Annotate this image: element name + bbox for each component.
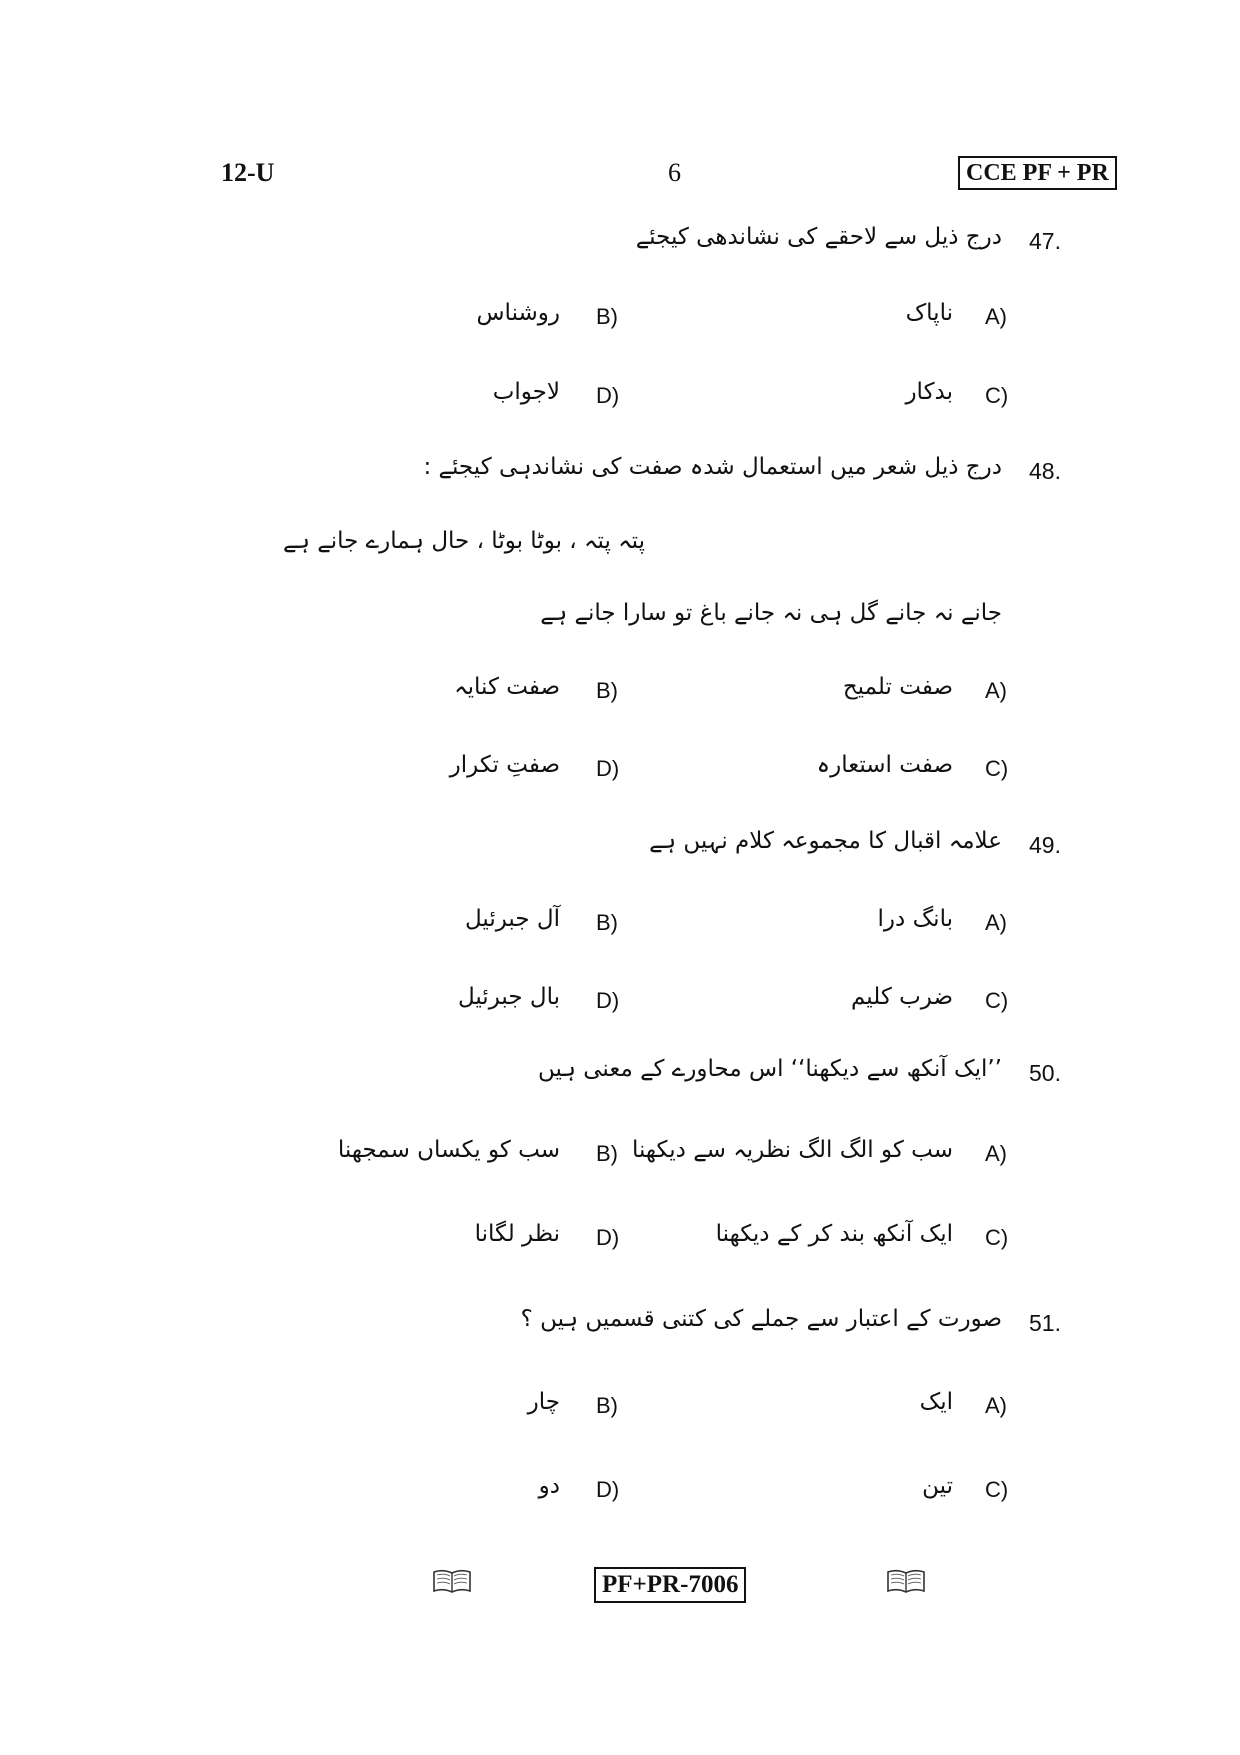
question-text: درج ذیل شعر میں استعمال شدہ صفت کی نشاندہی کیجئے : <box>423 454 1002 480</box>
option-text: ایک <box>919 1389 953 1415</box>
option-text: نظر لگانا <box>474 1221 560 1247</box>
question-number: 51. <box>1029 1310 1061 1336</box>
option-text: ناپاک <box>905 300 953 326</box>
option-text: سب کو یکساں سمجھنا <box>337 1137 560 1163</box>
question-text: صورت کے اعتبار سے جملے کی کتنی قسمیں ہیں ؟ <box>520 1306 1002 1332</box>
verse-line: جانے نہ جانے گل ہی نہ جانے باغ تو سارا جانے ہے <box>540 600 1002 626</box>
question-number: 50. <box>1029 1060 1061 1086</box>
option-text: روشناس <box>476 300 560 326</box>
option-letter: B) <box>596 1393 618 1418</box>
option-text: بانگ درا <box>877 906 953 932</box>
open-book-icon <box>886 1568 926 1594</box>
option-text: ایک آنکھ بند کر کے دیکھنا <box>715 1221 953 1247</box>
question-text: علامہ اقبال کا مجموعہ کلام نہیں ہے <box>649 828 1002 854</box>
option-letter: A) <box>985 304 1007 329</box>
option-letter: A) <box>985 910 1007 935</box>
option-letter: B) <box>596 910 618 935</box>
option-text: تین <box>922 1473 953 1499</box>
option-text: صفت تلمیح <box>842 674 953 700</box>
option-letter: D) <box>596 383 620 408</box>
option-letter: D) <box>596 1225 620 1250</box>
footer-paper-code: PF+PR-7006 <box>594 1567 746 1603</box>
option-text: دو <box>538 1473 560 1499</box>
option-letter: C) <box>985 383 1009 408</box>
option-text: بدکار <box>905 379 953 405</box>
option-text: چار <box>527 1389 560 1415</box>
option-text: صفتِ تکرار <box>449 752 560 778</box>
question-number: 47. <box>1029 228 1061 254</box>
option-text: بال جبرئیل <box>457 984 560 1010</box>
option-letter: C) <box>985 756 1009 781</box>
option-letter: C) <box>985 1225 1009 1250</box>
header-exam-code: CCE PF + PR <box>958 156 1117 190</box>
option-letter: A) <box>985 678 1007 703</box>
verse-line: پتہ پتہ ، بوٹا بوٹا ، حال ہمارے جانے ہے <box>282 528 645 554</box>
option-letter: B) <box>596 304 618 329</box>
option-letter: D) <box>596 988 620 1013</box>
option-letter: D) <box>596 1477 620 1502</box>
option-text: ضرب کلیم <box>851 984 953 1010</box>
question-number: 48. <box>1029 458 1061 484</box>
option-text: صفت کنایہ <box>454 674 560 700</box>
option-text: لاجواب <box>492 379 560 405</box>
option-letter: B) <box>596 678 618 703</box>
option-letter: C) <box>985 1477 1009 1502</box>
page-number: 6 <box>668 158 681 187</box>
open-book-icon <box>432 1568 472 1594</box>
question-text: ’’ایک آنکھ سے دیکھنا‘‘ اس محاورے کے معنی ہیں <box>538 1056 1002 1082</box>
option-letter: A) <box>985 1141 1007 1166</box>
option-text: صفت استعارہ <box>816 752 953 778</box>
header-subject-code: 12-U <box>221 158 275 187</box>
option-letter: D) <box>596 756 620 781</box>
question-number: 49. <box>1029 832 1061 858</box>
option-letter: A) <box>985 1393 1007 1418</box>
option-text: آل جبرئیل <box>464 906 560 932</box>
option-letter: B) <box>596 1141 618 1166</box>
option-letter: C) <box>985 988 1009 1013</box>
option-text: سب کو الگ الگ نظریہ سے دیکھنا <box>631 1137 953 1163</box>
question-text: درج ذیل سے لاحقے کی نشاندھی کیجئے <box>635 224 1002 250</box>
